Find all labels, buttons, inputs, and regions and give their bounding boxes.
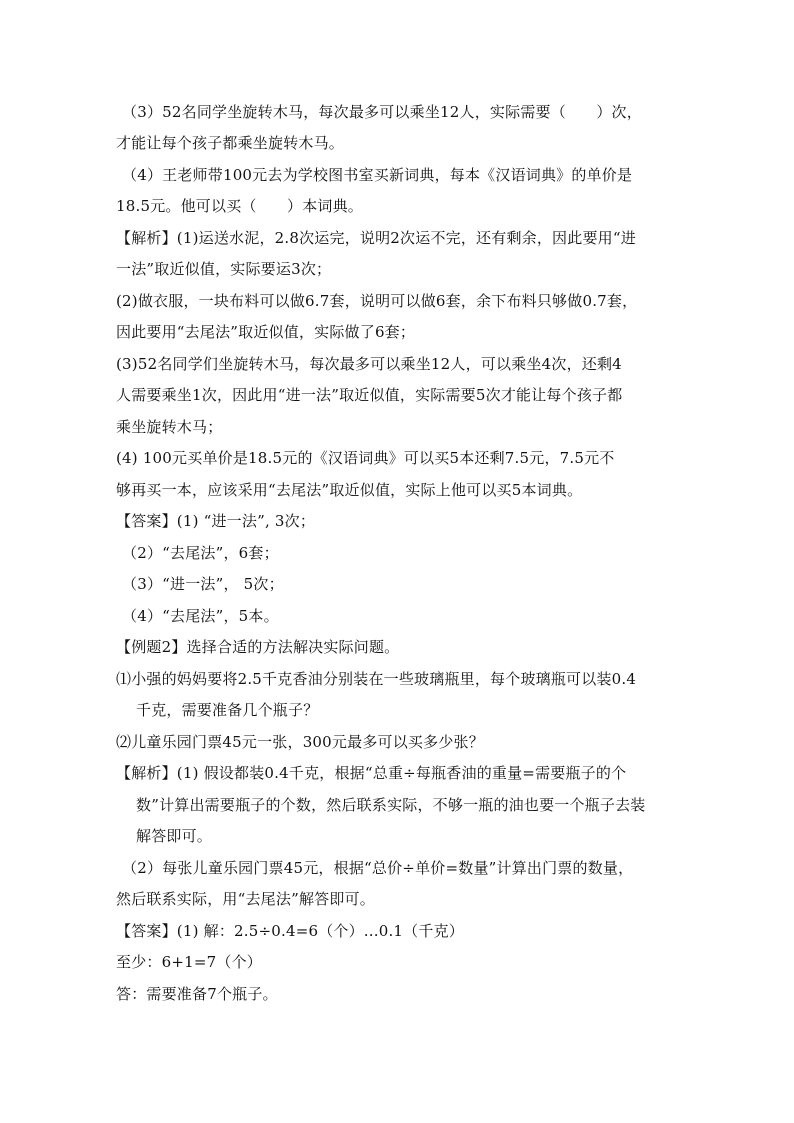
text-line: 一法”取近似值，实际要运3次； xyxy=(116,260,332,278)
analysis-heading: 【解析】(1) 假设都装0.4千克，根据“总重÷每瓶香油的重量=需要瓶子的个 xyxy=(116,764,627,782)
text-line: （3）“进一法”， 5次； xyxy=(122,575,284,593)
text-line: 数”计算出需要瓶子的个数，然后联系实际，不够一瓶的油也要一个瓶子去装 xyxy=(136,796,646,814)
text-line: 乘坐旋转木马； xyxy=(116,418,223,436)
text-line: 千克，需要准备几个瓶子？ xyxy=(136,701,319,719)
text-line: (3)52名同学们坐旋转木马，每次最多可以乘坐12人，可以乘坐4次，还剩4 xyxy=(116,355,622,373)
text-line: 解答即可。 xyxy=(136,827,213,845)
text-line: ⑴小强的妈妈要将2.5千克香油分别装在一些玻璃瓶里，每个玻璃瓶可以装0.4 xyxy=(116,670,637,688)
text-line: 至少：6+1=7（个） xyxy=(116,953,262,971)
text-line: （4）“去尾法”，5本。 xyxy=(122,607,279,625)
answer-heading: 【答案】(1) 解：2.5÷0.4=6（个）...0.1（千克） xyxy=(116,922,464,940)
text-line: ⑵儿童乐园门票45元一张，300元最多可以买多少张？ xyxy=(116,733,484,751)
text-line: (4) 100元买单价是18.5元的《汉语词典》可以买5本还剩7.5元，7.5元不 xyxy=(116,449,615,467)
text-line: 人需要乘坐1次，因此用“进一法”取近似值，实际需要5次才能让每个孩子都 xyxy=(116,386,623,404)
text-line: (2)做衣服，一块布料可以做6.7套，说明可以做6套，余下布料只够做0.7套， xyxy=(116,292,638,310)
text-line: 因此要用“去尾法”取近似值，实际做了6套； xyxy=(116,323,416,341)
text-line: （2）每张儿童乐园门票45元，根据“总价÷单价=数量”计算出门票的数量， xyxy=(122,859,634,877)
text-line: （2）“去尾法”，6套； xyxy=(122,544,279,562)
text-line: 18.5元。他可以买（ ）本词典。 xyxy=(116,197,363,215)
text-line: 然后联系实际，用“去尾法”解答即可。 xyxy=(116,890,375,908)
text-line: 答：需要准备7个瓶子。 xyxy=(116,985,278,1003)
text-line: 才能让每个孩子都乘坐旋转木马。 xyxy=(116,134,345,152)
text-line: （3）52名同学坐旋转木马，每次最多可以乘坐12人，实际需要（ ）次， xyxy=(122,103,642,121)
text-line: 【解析】(1)运送水泥，2.8次运完，说明2次运不完，还有剩余，因此要用“进 xyxy=(116,229,636,247)
text-line: （4）王老师带100元去为学校图书室买新词典，每本《汉语词典》的单价是 xyxy=(122,166,633,184)
text-line: 够再买一本，应该采用“去尾法”取近似值，实际上他可以买5本词典。 xyxy=(116,481,583,499)
answer-heading: 【答案】(1) “进一法”, 3次； xyxy=(116,512,316,530)
example-heading: 【例题2】选择合适的方法解决实际问题。 xyxy=(116,638,400,656)
